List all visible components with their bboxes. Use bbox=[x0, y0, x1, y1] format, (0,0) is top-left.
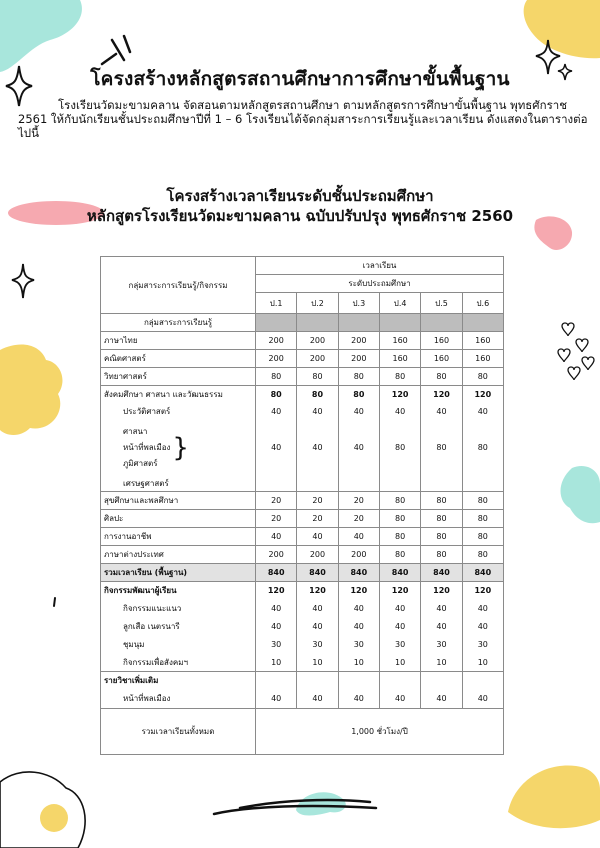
row-value: 80 bbox=[338, 368, 379, 386]
row-value: 840 bbox=[462, 564, 503, 582]
table-row bbox=[101, 654, 504, 672]
row-value: 80 bbox=[379, 420, 420, 476]
row-value: 40 bbox=[379, 600, 420, 618]
row-value: 80 bbox=[421, 528, 462, 546]
extra-subjects-label: รายวิชาเพิ่มเติม bbox=[101, 672, 256, 689]
table-row bbox=[101, 618, 504, 636]
row-value: 10 bbox=[338, 654, 379, 672]
row-value: 840 bbox=[379, 564, 420, 582]
row-value: 200 bbox=[297, 332, 338, 350]
row-value: 40 bbox=[379, 618, 420, 636]
row-label: ภาษาต่างประเทศ bbox=[101, 546, 256, 564]
row-value: 10 bbox=[256, 654, 297, 672]
section-subjects: กลุ่มสาระการเรียนรู้ bbox=[101, 314, 256, 332]
header-group: กลุ่มสาระการเรียนรู้/กิจกรรม bbox=[101, 257, 256, 314]
row-value: 40 bbox=[256, 600, 297, 618]
row-value: 80 bbox=[462, 420, 503, 476]
row-value: 80 bbox=[421, 546, 462, 564]
row-value: 80 bbox=[462, 510, 503, 528]
row-label: สุขศึกษาและพลศึกษา bbox=[101, 492, 256, 510]
row-value: 200 bbox=[256, 350, 297, 368]
row-label: ประวัติศาสตร์ bbox=[101, 403, 256, 420]
row-value: 40 bbox=[256, 689, 297, 709]
curriculum-table bbox=[100, 256, 504, 746]
row-value: 40 bbox=[462, 403, 503, 420]
row-value: 840 bbox=[338, 564, 379, 582]
row-value: 120 bbox=[256, 582, 297, 600]
row-value: 80 bbox=[379, 492, 420, 510]
row-value: 200 bbox=[338, 350, 379, 368]
row-label: ชุมนุม bbox=[101, 636, 256, 654]
row-value: 80 bbox=[379, 368, 420, 386]
row-value: 10 bbox=[379, 654, 420, 672]
row-value: 80 bbox=[462, 492, 503, 510]
row-value: 840 bbox=[297, 564, 338, 582]
row-value: 200 bbox=[338, 546, 379, 564]
row-value: 80 bbox=[462, 546, 503, 564]
row-value: 40 bbox=[297, 528, 338, 546]
row-label: หน้าที่พลเมือง bbox=[101, 689, 256, 709]
row-value: 80 bbox=[421, 368, 462, 386]
row-value: 10 bbox=[462, 654, 503, 672]
decor-yellow-blob-left bbox=[0, 340, 70, 440]
row-value: 120 bbox=[379, 386, 420, 403]
row-label: สังคมศึกษา ศาสนา และวัฒนธรรม bbox=[101, 386, 256, 403]
decor-hearts-icon bbox=[552, 318, 600, 388]
decor-mark-left bbox=[50, 596, 60, 610]
row-value: 40 bbox=[338, 618, 379, 636]
row-value: 200 bbox=[338, 332, 379, 350]
row-value: 40 bbox=[297, 618, 338, 636]
row-value: 40 bbox=[256, 403, 297, 420]
row-value: 120 bbox=[379, 582, 420, 600]
table-row bbox=[101, 492, 504, 510]
row-value: 840 bbox=[421, 564, 462, 582]
row-value: 20 bbox=[338, 510, 379, 528]
row-value: 80 bbox=[297, 386, 338, 403]
table-row bbox=[101, 546, 504, 564]
row-value: 20 bbox=[256, 492, 297, 510]
grouped-subject-item: ศาสนา bbox=[123, 426, 148, 436]
grade-header: ป.6 bbox=[462, 293, 503, 314]
row-value: 160 bbox=[421, 332, 462, 350]
row-value: 20 bbox=[297, 492, 338, 510]
row-value: 30 bbox=[297, 636, 338, 654]
grade-header: ป.2 bbox=[297, 293, 338, 314]
row-value: 40 bbox=[421, 403, 462, 420]
row-value: 40 bbox=[338, 689, 379, 709]
table-row bbox=[101, 368, 504, 386]
row-value: 80 bbox=[379, 528, 420, 546]
total-all-value: 1,000 ชั่วโมง/ปี bbox=[256, 709, 504, 755]
table-row bbox=[101, 636, 504, 654]
row-value: 160 bbox=[379, 332, 420, 350]
row-value: 200 bbox=[297, 546, 338, 564]
decor-sparkle-mid-left bbox=[10, 262, 36, 300]
row-value: 160 bbox=[462, 332, 503, 350]
grouped-subject-item: ภูมิศาสตร์ bbox=[123, 458, 158, 468]
row-value: 80 bbox=[297, 368, 338, 386]
row-label: วิทยาศาสตร์ bbox=[101, 368, 256, 386]
grade-header: ป.1 bbox=[256, 293, 297, 314]
row-value: 160 bbox=[379, 350, 420, 368]
row-label: ศิลปะ bbox=[101, 510, 256, 528]
row-value: 80 bbox=[256, 386, 297, 403]
row-value: 20 bbox=[297, 510, 338, 528]
row-value: 40 bbox=[462, 618, 503, 636]
header-time: เวลาเรียน bbox=[256, 257, 504, 275]
row-value: 160 bbox=[421, 350, 462, 368]
row-value: 40 bbox=[297, 689, 338, 709]
row-value: 30 bbox=[338, 636, 379, 654]
row-label: คณิตศาสตร์ bbox=[101, 350, 256, 368]
grade-header: ป.3 bbox=[338, 293, 379, 314]
grade-header: ป.4 bbox=[379, 293, 420, 314]
row-value: 120 bbox=[421, 386, 462, 403]
row-value: 80 bbox=[379, 546, 420, 564]
row-value: 40 bbox=[297, 403, 338, 420]
row-value: 80 bbox=[379, 510, 420, 528]
grade-header: ป.5 bbox=[421, 293, 462, 314]
row-label: การงานอาชีพ bbox=[101, 528, 256, 546]
row-value: 40 bbox=[338, 420, 379, 476]
row-label: กิจกรรมพัฒนาผู้เรียน bbox=[101, 582, 256, 600]
row-value: 30 bbox=[421, 636, 462, 654]
row-value: 40 bbox=[462, 689, 503, 709]
table-row bbox=[101, 600, 504, 618]
row-value: 200 bbox=[256, 546, 297, 564]
total-all-label: รวมเวลาเรียนทั้งหมด bbox=[101, 709, 256, 755]
intro-paragraph: โรงเรียนวัดมะขามคลาน จัดสอนตามหลักสูตรสถานศึกษา ตามหลักสูตรการศึกษาขั้นพื้นฐาน พุทธศักราช 2561 ให้กับนักเรียนชั้นประถมศึกษาปีที่ 1 – 6 โรงเรียนได้จัดกลุ่มสาระการเรียนรู้และเวลาเรียน ดังแสดงในตารางต่อไปนี้ bbox=[18, 98, 588, 140]
decor-stroke-bottom bbox=[210, 796, 380, 820]
section-subtitle: หลักสูตรโรงเรียนวัดมะขามคลาน ฉบับปรับปรุง พุทธศักราช 2560 bbox=[86, 207, 514, 225]
header-level: ระดับประถมศึกษา bbox=[256, 275, 504, 293]
row-value: 200 bbox=[256, 332, 297, 350]
row-value: 10 bbox=[297, 654, 338, 672]
decor-teal-blob-right bbox=[552, 462, 600, 526]
table-row bbox=[101, 332, 504, 350]
row-label: กิจกรรมแนะแนว bbox=[101, 600, 256, 618]
row-value: 10 bbox=[421, 654, 462, 672]
row-value: 160 bbox=[462, 350, 503, 368]
row-value: 120 bbox=[462, 582, 503, 600]
table-row bbox=[101, 528, 504, 546]
row-value: 200 bbox=[297, 350, 338, 368]
grouped-subject-item: หน้าที่พลเมือง bbox=[123, 442, 171, 452]
row-label: ภาษาไทย bbox=[101, 332, 256, 350]
table-row bbox=[101, 350, 504, 368]
row-value: 40 bbox=[379, 403, 420, 420]
row-value: 40 bbox=[256, 420, 297, 476]
row-value: 120 bbox=[338, 582, 379, 600]
row-value: 80 bbox=[421, 510, 462, 528]
row-value: 120 bbox=[297, 582, 338, 600]
page-title: โครงสร้างหลักสูตรสถานศึกษาการศึกษาขั้นพื้นฐาน bbox=[90, 68, 510, 90]
row-value: 80 bbox=[462, 368, 503, 386]
row-label: รวมเวลาเรียน (พื้นฐาน) bbox=[101, 564, 256, 582]
row-value: 80 bbox=[338, 386, 379, 403]
row-value: 840 bbox=[256, 564, 297, 582]
row-value: 30 bbox=[462, 636, 503, 654]
row-value: 80 bbox=[421, 420, 462, 476]
row-value: 80 bbox=[256, 368, 297, 386]
brace-icon: } bbox=[172, 432, 189, 463]
row-value: 30 bbox=[379, 636, 420, 654]
row-value: 40 bbox=[256, 528, 297, 546]
row-value: 40 bbox=[338, 600, 379, 618]
row-value: 20 bbox=[256, 510, 297, 528]
row-label: กิจกรรมเพื่อสังคมฯ bbox=[101, 654, 256, 672]
row-value: 30 bbox=[256, 636, 297, 654]
row-label: ลูกเสือ เนตรนารี bbox=[101, 618, 256, 636]
row-value: 40 bbox=[256, 618, 297, 636]
table-row bbox=[101, 510, 504, 528]
row-value: 80 bbox=[462, 528, 503, 546]
row-value: 120 bbox=[462, 386, 503, 403]
row-label: เศรษฐศาสตร์ bbox=[101, 476, 256, 492]
row-value: 40 bbox=[421, 689, 462, 709]
row-value: 20 bbox=[338, 492, 379, 510]
row-value: 40 bbox=[379, 689, 420, 709]
row-value: 40 bbox=[462, 600, 503, 618]
grouped-subjects bbox=[101, 420, 256, 476]
row-value: 40 bbox=[338, 403, 379, 420]
section-title: โครงสร้างเวลาเรียนระดับชั้นประถมศึกษา bbox=[166, 187, 434, 205]
row-value: 40 bbox=[297, 600, 338, 618]
row-value: 80 bbox=[421, 492, 462, 510]
row-value: 40 bbox=[421, 618, 462, 636]
decor-yellow-blob-bottom-right bbox=[504, 760, 600, 830]
row-value: 40 bbox=[421, 600, 462, 618]
row-value: 40 bbox=[297, 420, 338, 476]
decor-egg-bottom-left bbox=[0, 764, 110, 848]
row-value: 40 bbox=[338, 528, 379, 546]
row-value: 120 bbox=[421, 582, 462, 600]
